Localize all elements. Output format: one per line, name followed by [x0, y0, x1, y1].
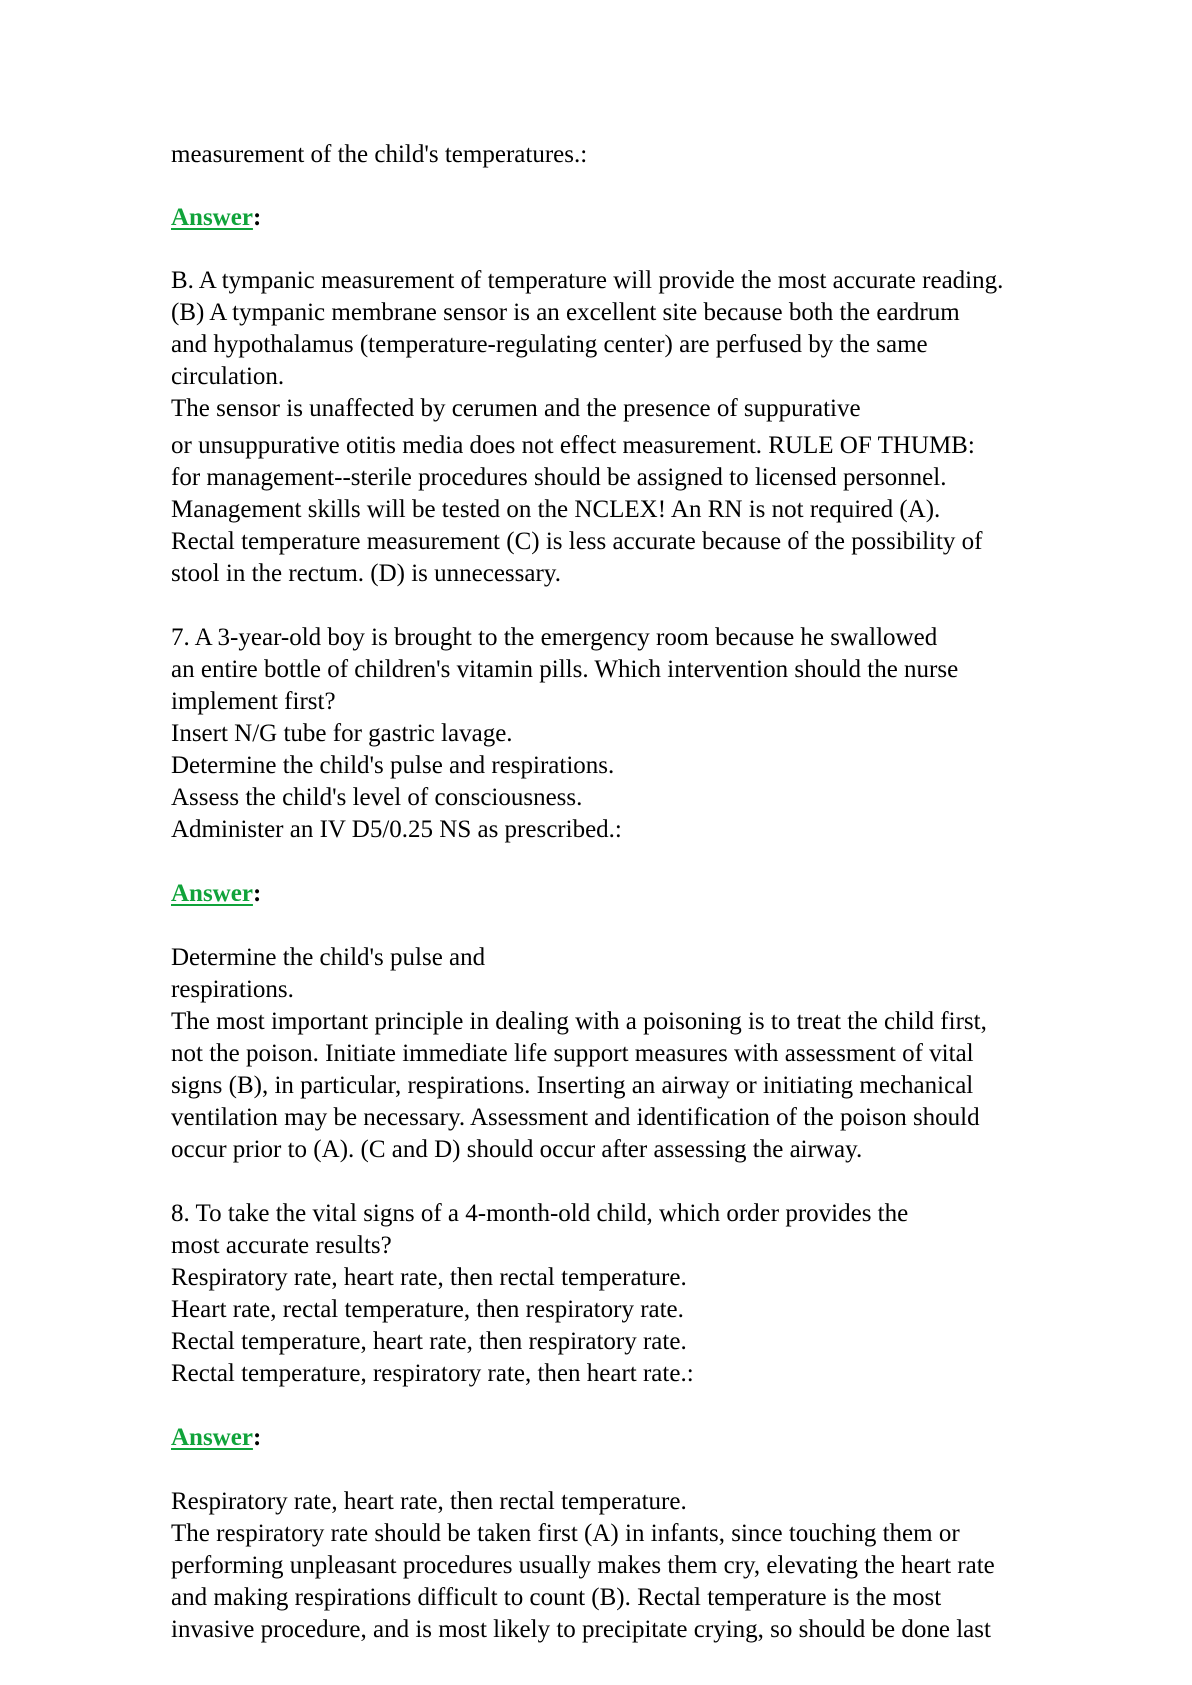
q7-answer-line: not the poison. Initiate immediate life support measures with assessment of vital [171, 1040, 974, 1067]
q7-option: Assess the child's level of consciousness. [171, 784, 583, 811]
q6-answer-line: or unsuppurative otitis media does not effect measurement. RULE OF THUMB: [171, 432, 975, 459]
q7-answer-line: signs (B), in particular, respirations. Inserting an airway or initiating mechanical [171, 1072, 974, 1099]
q6-answer-line: (B) A tympanic membrane sensor is an excellent site because both the eardrum [171, 299, 960, 326]
q8-option: Rectal temperature, heart rate, then respiratory rate. [171, 1328, 687, 1355]
answer-label-word: Answer [171, 204, 253, 231]
answer-label-colon: : [252, 1424, 262, 1451]
answer-label-colon: : [252, 880, 262, 907]
answer-label-q8 [171, 1422, 261, 1454]
q7-answer-line: The most important principle in dealing with a poisoning is to treat the child first, [171, 1008, 987, 1035]
answer-label-colon: : [252, 204, 262, 231]
q7-answer-line: respirations. [171, 976, 294, 1003]
q6-answer-line: and hypothalamus (temperature-regulating center) are perfused by the same [171, 331, 928, 358]
q8-question-line: 8. To take the vital signs of a 4-month-old child, which order provides the [171, 1200, 909, 1227]
q6-answer-line: Rectal temperature measurement (C) is less accurate because of the possibility of [171, 528, 983, 555]
q8-option: Heart rate, rectal temperature, then respiratory rate. [171, 1296, 684, 1323]
q8-question-line: most accurate results? [171, 1232, 392, 1259]
question-6-tail: measurement of the child's temperatures.: [171, 141, 588, 168]
q8-answer-line: performing unpleasant procedures usually makes them cry, elevating the heart rate [171, 1552, 995, 1579]
answer-label-word: Answer [171, 880, 253, 907]
q8-answer-line: The respiratory rate should be taken first (A) in infants, since touching them or [171, 1520, 960, 1547]
q8-option: Respiratory rate, heart rate, then rectal temperature. [171, 1264, 687, 1291]
q7-answer-line: Determine the child's pulse and [171, 944, 486, 971]
q8-answer-line: invasive procedure, and is most likely to precipitate crying, so should be done last [171, 1616, 991, 1643]
q6-answer-line: for management--sterile procedures should be assigned to licensed personnel. [171, 464, 947, 491]
answer-label-word: Answer [171, 1424, 253, 1451]
q6-answer-line: B. A tympanic measurement of temperature will provide the most accurate reading. [171, 267, 1004, 294]
q7-question-line: 7. A 3-year-old boy is brought to the emergency room because he swallowed [171, 624, 938, 651]
q6-answer-line: The sensor is unaffected by cerumen and the presence of suppurative [171, 395, 861, 422]
q7-answer-line: ventilation may be necessary. Assessment and identification of the poison should [171, 1104, 980, 1131]
q8-answer-line: and making respirations difficult to count (B). Rectal temperature is the most [171, 1584, 942, 1611]
q7-question-line: implement first? [171, 688, 336, 715]
q6-answer-line: circulation. [171, 363, 285, 390]
q7-option: Insert N/G tube for gastric lavage. [171, 720, 513, 747]
q8-answer-line: Respiratory rate, heart rate, then rectal temperature. [171, 1488, 687, 1515]
q7-option: Administer an IV D5/0.25 NS as prescribed.: [171, 816, 622, 843]
q7-option: Determine the child's pulse and respirations. [171, 752, 615, 779]
q7-question-line: an entire bottle of children's vitamin pills. Which intervention should the nurse [171, 656, 959, 683]
q6-answer-line: Management skills will be tested on the NCLEX! An RN is not required (A). [171, 496, 941, 523]
answer-label-q6 [171, 202, 261, 234]
q6-answer-line: stool in the rectum. (D) is unnecessary. [171, 560, 561, 587]
answer-label-q7 [171, 878, 261, 910]
q7-answer-line: occur prior to (A). (C and D) should occur after assessing the airway. [171, 1136, 863, 1163]
q8-option: Rectal temperature, respiratory rate, then heart rate.: [171, 1360, 694, 1387]
